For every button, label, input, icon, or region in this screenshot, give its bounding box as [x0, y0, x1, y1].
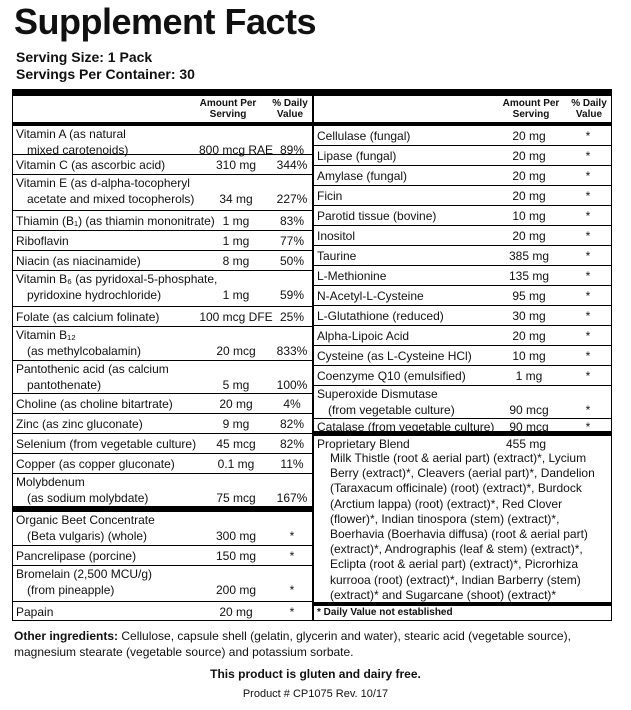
nutrient-row — [314, 285, 611, 305]
nutrient-amount: 9 mg — [222, 417, 250, 431]
nutrient-dv: * — [585, 403, 591, 417]
nutrient-dv: * — [585, 349, 591, 363]
nutrient-row — [314, 305, 611, 325]
nutrient-name: N-Acetyl-L-Cysteine — [317, 289, 424, 303]
nutrient-amount: 45 mcg — [216, 437, 256, 451]
nutrient-amount: 300 mg — [215, 529, 257, 543]
nutrient-name: Copper (as copper gluconate) — [16, 457, 175, 471]
nutrient-amount: 75 mcg — [216, 491, 256, 505]
nutrient-dv: 11% — [280, 457, 304, 471]
nutrient-name: Alpha-Lipoic Acid — [317, 329, 410, 343]
nutrient-amount: 1 mg — [515, 369, 543, 383]
nutrient-row — [13, 230, 312, 250]
amount-header: Amount Per Serving — [502, 98, 560, 120]
nutrient-row — [13, 473, 312, 512]
nutrient-dv: * — [289, 549, 295, 563]
nutrient-amount: 150 mg — [215, 549, 257, 563]
nutrient-name: Selenium (from vegetable culture) — [16, 437, 197, 451]
nutrient-amount: 20 mg — [219, 604, 253, 619]
nutrient-name-cont: pyridoxine hydrochloride) — [27, 288, 162, 302]
nutrient-amount: 34 mg — [219, 192, 253, 206]
nutrient-name: Vitamin B₁₂ — [16, 328, 76, 342]
nutrient-row — [13, 565, 312, 601]
blend-amount: 455 mg — [506, 437, 547, 451]
nutrient-name-cont: pantothenate) — [27, 378, 102, 392]
nutrient-amount: 5 mg — [222, 378, 250, 392]
nutrient-amount: 200 mg — [215, 583, 257, 597]
nutrient-name: Pancrelipase (porcine) — [16, 549, 137, 563]
nutrient-name: Zinc (as zinc gluconate) — [16, 417, 143, 431]
dv-header: % Daily Value — [571, 98, 607, 120]
nutrient-name: Amylase (fungal) — [317, 169, 408, 183]
nutrient-dv: * — [585, 369, 591, 383]
nutrient-amount: 100 mcg DFE — [199, 310, 273, 324]
nutrient-name: Folate (as calcium folinate) — [16, 310, 160, 324]
nutrient-name: Papain — [16, 604, 54, 619]
nutrient-dv: * — [585, 149, 591, 163]
servings-per-container: Servings Per Container: 30 — [16, 66, 195, 82]
nutrient-name: Choline (as choline bitartrate) — [16, 397, 173, 411]
nutrient-dv: * — [289, 604, 295, 619]
nutrient-row — [314, 418, 611, 434]
nutrient-dv: 82% — [279, 437, 305, 451]
proprietary-blend — [314, 435, 611, 606]
nutrient-dv: 82% — [279, 417, 305, 431]
nutrient-row — [13, 393, 312, 413]
nutrient-amount: 135 mg — [508, 269, 550, 283]
nutrient-row — [314, 165, 611, 185]
nutrient-dv: * — [585, 169, 591, 183]
thick-rule — [13, 90, 312, 96]
serving-size: Serving Size: 1 Pack — [16, 49, 153, 65]
nutrient-name: Pantothenic acid (as calcium — [16, 362, 169, 376]
nutrient-amount: 90 mcg — [509, 403, 549, 417]
nutrient-row — [314, 385, 611, 418]
nutrient-amount: 20 mg — [512, 229, 546, 243]
nutrient-row — [314, 145, 611, 165]
nutrient-amount: 10 mg — [512, 209, 546, 223]
nutrient-amount: 90 mcg — [509, 420, 549, 434]
other-ingredients — [14, 628, 620, 660]
nutrient-name: Lipase (fungal) — [317, 149, 397, 163]
nutrient-dv: * — [585, 249, 591, 263]
nutrient-dv: 833% — [276, 344, 308, 358]
nutrient-row — [13, 174, 312, 210]
nutrient-row — [314, 185, 611, 205]
nutrient-name: Vitamin C (as ascorbic acid) — [16, 158, 166, 172]
dv-header: % Daily Value — [272, 98, 308, 120]
nutrient-amount: 1 mg — [222, 234, 250, 248]
dv-footnote: * Daily Value not established — [317, 607, 453, 618]
nutrient-row — [13, 601, 312, 620]
nutrient-row — [13, 306, 312, 326]
nutrient-row — [314, 345, 611, 365]
nutrient-dv: 77% — [279, 234, 305, 248]
nutrient-amount: 20 mcg — [216, 344, 256, 358]
nutrient-amount: 95 mg — [512, 289, 546, 303]
nutrient-name: Taurine — [317, 249, 357, 263]
nutrient-name-cont: (as sodium molybdate) — [27, 491, 149, 505]
nutrient-name: Coenzyme Q10 (emulsified) — [317, 369, 466, 383]
page-title: Supplement Facts — [14, 1, 317, 42]
nutrient-name-cont: acetate and mixed tocopherols) — [27, 192, 195, 206]
nutrient-row — [13, 360, 312, 393]
nutrient-dv: 25% — [279, 310, 305, 324]
nutrient-name-cont: (from pineapple) — [27, 583, 115, 597]
nutrient-name-cont: (Beta vulgaris) (whole) — [27, 529, 148, 543]
nutrient-row — [13, 250, 312, 270]
nutrient-name: Riboflavin — [16, 234, 69, 248]
nutrient-dv: * — [289, 583, 295, 597]
nutrient-name: Molybdenum — [16, 475, 85, 489]
nutrient-name-cont: (as methylcobalamin) — [27, 344, 142, 358]
nutrient-row — [13, 154, 312, 174]
nutrient-name: Parotid tissue (bovine) — [317, 209, 437, 223]
nutrient-amount: 20 mg — [219, 397, 253, 411]
nutrient-dv: 227% — [276, 192, 308, 206]
nutrient-name: Vitamin B₆ (as pyridoxal-5-phosphate, — [16, 272, 218, 286]
nutrient-dv: * — [585, 269, 591, 283]
other-ingredients-label: Other ingredients: — [14, 629, 119, 643]
nutrient-dv: * — [585, 329, 591, 343]
amount-header: Amount Per Serving — [199, 98, 257, 120]
nutrient-dv: * — [585, 189, 591, 203]
nutrient-name: Inositol — [317, 229, 356, 243]
nutrient-amount: 1 mg — [222, 288, 250, 302]
nutrient-dv: * — [585, 128, 591, 143]
nutrient-row — [13, 433, 312, 453]
nutrient-row — [314, 265, 611, 285]
nutrient-name: L-Methionine — [317, 269, 387, 283]
nutrient-dv: 4% — [283, 397, 301, 411]
nutrient-name: Niacin (as niacinamide) — [16, 254, 141, 268]
nutrient-amount: 20 mg — [512, 329, 546, 343]
blend-ingredients: Milk Thistle (root & aerial part) (extract)*, Lycium Berry (extract)*, Cleavers (aerial part)*, Dandelion (Taraxacum officinale) (root) (extract)*, Burdock (Arctium lappa) (root) (extract)*, Red Clover (flower)*, Indian tinospora (stem) (extract)*, Boerhavia (Boerhavia diffusa) (root & aerial part) (extract)*, Andrographis (leaf & stem) (extract)*, Eclipta (root & aerial part) (extract)*, Picrorhiza kurrooa (root) (extract)*, Indian Barberry (stem) (extract)* and Sugarcane (shoot) (extract)* — [330, 451, 595, 602]
nutrient-row — [13, 453, 312, 473]
nutrient-row — [314, 365, 611, 385]
nutrient-name: Organic Beet Concentrate — [16, 513, 155, 527]
nutrient-amount: 20 mg — [512, 128, 546, 143]
nutrient-name: Bromelain (2,500 MCU/g) — [16, 567, 153, 581]
product-number: Product # CP1075 Rev. 10/17 — [242, 688, 389, 700]
nutrient-amount: 30 mg — [512, 309, 546, 323]
nutrient-amount: 8 mg — [222, 254, 250, 268]
gluten-free-statement: This product is gluten and dairy free. — [210, 667, 421, 681]
nutrient-amount: 800 mcg RAE — [198, 143, 274, 157]
nutrient-amount: 20 mg — [512, 169, 546, 183]
nutrient-name-cont: mixed carotenoids) — [27, 143, 129, 157]
nutrient-row — [13, 512, 312, 545]
nutrient-row — [13, 413, 312, 433]
nutrient-dv: * — [585, 289, 591, 303]
right-facts-panel — [313, 89, 612, 621]
nutrient-row — [13, 270, 312, 306]
nutrient-dv: 344% — [276, 158, 308, 172]
nutrient-dv: * — [585, 309, 591, 323]
nutrient-dv: * — [289, 529, 295, 543]
nutrient-name: Thiamin (B₁) (as thiamin mononitrate) — [16, 214, 215, 228]
nutrient-amount: 10 mg — [512, 349, 546, 363]
nutrient-row — [314, 225, 611, 245]
nutrient-row — [13, 326, 312, 360]
nutrient-dv: 100% — [276, 378, 308, 392]
nutrient-amount: 1 mg — [222, 214, 250, 228]
nutrient-row — [314, 126, 611, 145]
nutrient-row — [314, 325, 611, 345]
nutrient-name: Cellulase (fungal) — [317, 128, 411, 143]
nutrient-row — [314, 205, 611, 225]
nutrient-row — [13, 126, 312, 157]
nutrient-name: L-Glutathione (reduced) — [317, 309, 444, 323]
nutrient-amount: 310 mg — [215, 158, 257, 172]
nutrient-name: Ficin — [317, 189, 343, 203]
other-ingredients-text: Cellulose, capsule shell (gelatin, glycerin and water), stearic acid (vegetable source), magnesium stearate (vegetable source) and potassium sorbate. — [14, 629, 571, 659]
nutrient-dv: 50% — [279, 254, 305, 268]
nutrient-row — [314, 245, 611, 265]
nutrient-amount: 20 mg — [512, 149, 546, 163]
nutrient-dv: 83% — [279, 214, 305, 228]
nutrient-dv: 89% — [279, 143, 305, 157]
nutrient-amount: 0.1 mg — [217, 457, 255, 471]
nutrient-name: Vitamin A (as natural — [16, 127, 126, 141]
nutrient-name: Catalase (from vegetable culture) — [317, 420, 495, 434]
nutrient-dv: * — [585, 229, 591, 243]
nutrient-name-cont: (from vegetable culture) — [328, 403, 455, 417]
blend-name: Proprietary Blend — [317, 437, 410, 451]
nutrient-row — [13, 545, 312, 565]
nutrient-name: Superoxide Dismutase — [317, 387, 438, 401]
nutrient-amount: 20 mg — [512, 189, 546, 203]
nutrient-name: Cysteine (as L-Cysteine HCl) — [317, 349, 472, 363]
nutrient-row — [13, 210, 312, 230]
nutrient-dv: * — [585, 209, 591, 223]
thick-rule — [314, 602, 611, 606]
left-facts-panel — [12, 89, 313, 621]
nutrient-dv: 59% — [279, 288, 305, 302]
nutrient-dv: * — [585, 420, 591, 434]
nutrient-dv: 167% — [276, 491, 308, 505]
nutrient-amount: 385 mg — [508, 249, 550, 263]
thick-rule — [314, 90, 611, 96]
nutrient-name: Vitamin E (as d-alpha-tocopheryl — [16, 176, 190, 190]
